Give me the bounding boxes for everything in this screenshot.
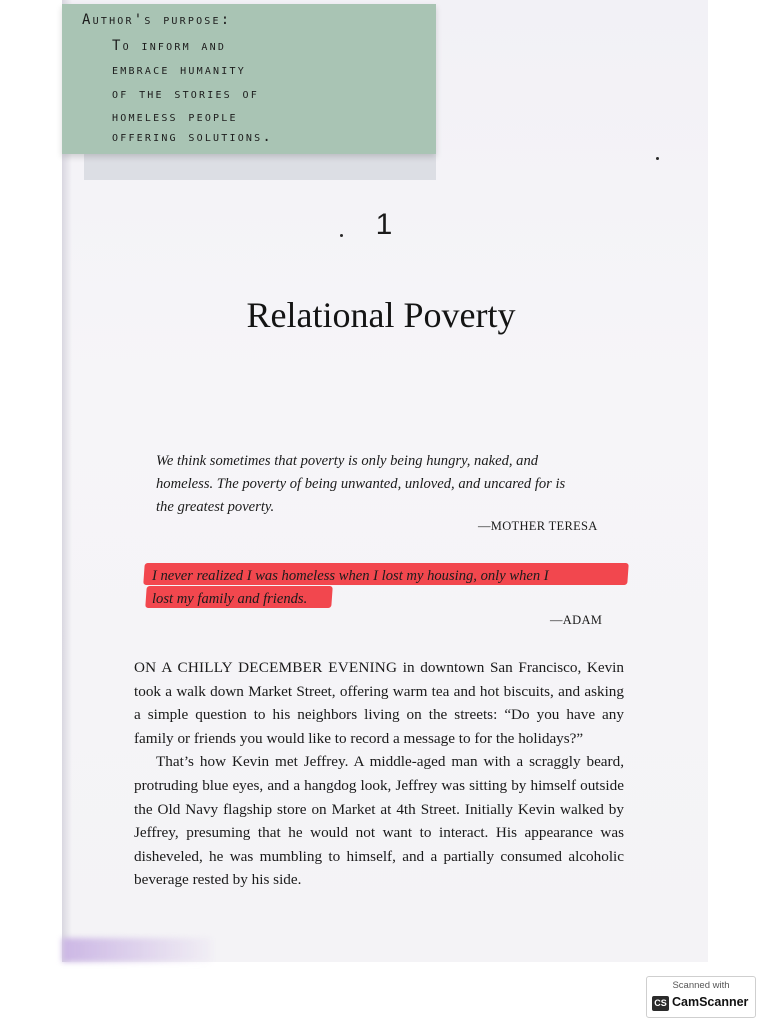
epigraph-line: the greatest poverty. bbox=[156, 499, 275, 515]
sticky-note-line: of the stories of bbox=[112, 86, 259, 102]
epigraph-line: We think sometimes that poverty is only being hungry, naked, and bbox=[156, 453, 539, 469]
epigraph-line: I never realized I was homeless when I lost my housing, only when I bbox=[152, 568, 549, 584]
paragraph-text: in downtown San Francisco, Kevin took a walk down Market Street, offering warm tea and hot biscuits, and asking a simple question to his neighbors living on the streets: “Do you have any family or friends you would like to record a message to for the holidays?” bbox=[134, 659, 624, 747]
chapter-title: Relational Poverty bbox=[246, 295, 516, 335]
sticky-note-line: homeless people bbox=[112, 109, 238, 125]
body-paragraph: That’s how Kevin met Jeffrey. A middle-aged man with a scraggly beard, protruding blue eyes, and a hangdog look, Jeffrey was sitting by himself outside the Old Navy flagship store on Market at 4th Street. Initially Kevin walked by Jeffrey, presuming that he would not want to interact. His appearance was disheveled, he was mumbling to himself, and a partially consumed alcoholic beverage rested by his side. bbox=[134, 753, 624, 889]
camscanner-name: CamScanner bbox=[672, 995, 749, 1009]
sticky-note-shadow bbox=[84, 150, 436, 180]
camscanner-logo-icon: CS bbox=[652, 996, 669, 1011]
sticky-note-line: Author's purpose: bbox=[82, 12, 232, 28]
sticky-note bbox=[62, 4, 436, 154]
epigraph-quote bbox=[156, 450, 602, 519]
epigraph-line: lost my family and friends. bbox=[152, 591, 308, 607]
chapter-body bbox=[134, 656, 624, 892]
page-edge-tint bbox=[62, 938, 212, 962]
camscanner-watermark bbox=[646, 976, 756, 1018]
body-paragraph bbox=[134, 656, 624, 750]
sticky-note-line: embrace humanity bbox=[112, 62, 246, 78]
scanned-with-text: Scanned with bbox=[672, 980, 730, 991]
sticky-note-line: offering solutions. bbox=[112, 129, 274, 145]
epigraph-attribution: —ADAM bbox=[550, 613, 603, 627]
sticky-note-line: To inform and bbox=[112, 38, 227, 54]
epigraph-line: homeless. The poverty of being unwanted, unloved, and uncared for is bbox=[156, 476, 566, 492]
epigraph-attribution: —MOTHER TERESA bbox=[478, 519, 598, 533]
epigraph-quote-highlighted bbox=[152, 565, 622, 611]
chapter-number: 1 bbox=[375, 208, 393, 241]
lead-in-caps: ON A CHILLY DECEMBER EVENING bbox=[134, 659, 398, 676]
speck bbox=[656, 157, 659, 160]
